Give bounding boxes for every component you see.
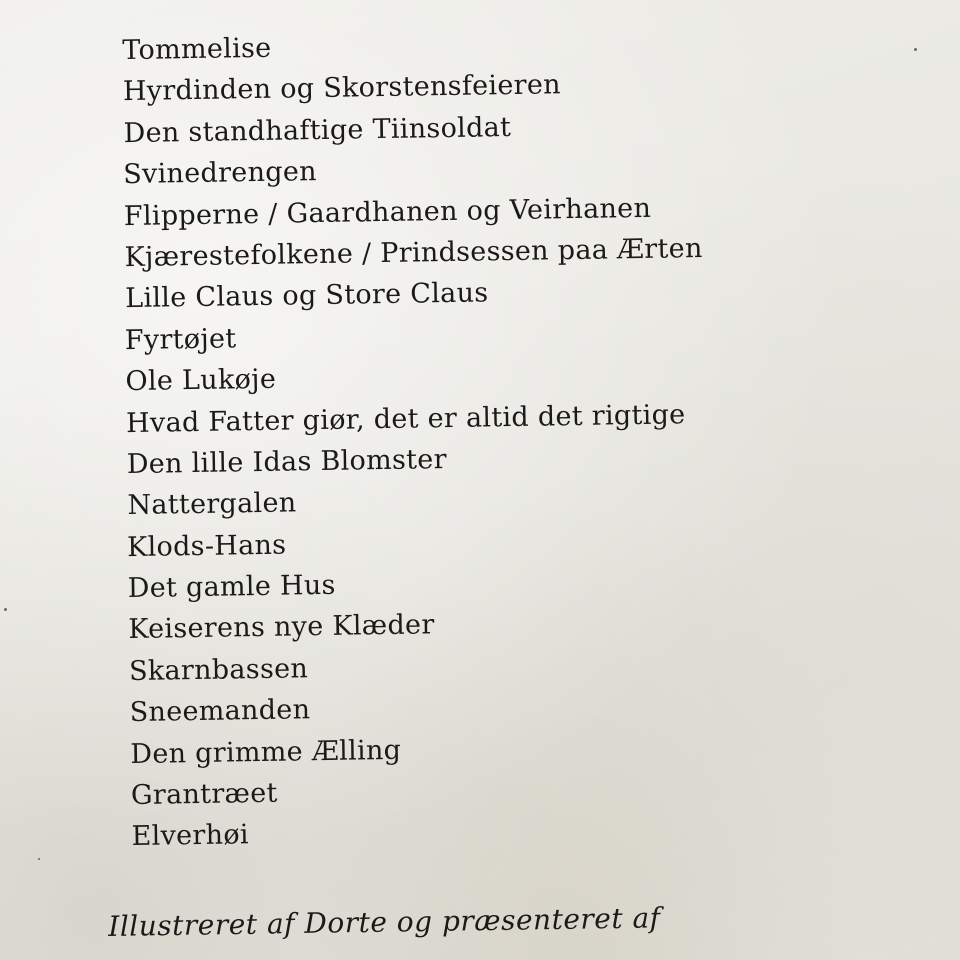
- story-title: Kjærestefolkene / Prindsessen paa Ærten: [124, 232, 703, 274]
- story-title: Flipperne / Gaardhanen og Veirhanen: [123, 192, 652, 232]
- story-title: Den grimme Ælling: [130, 734, 402, 770]
- paper-speck: [4, 608, 7, 611]
- story-title: Klods-Hans: [126, 529, 287, 563]
- story-title: Den lille Idas Blomster: [126, 443, 448, 480]
- story-title: Grantræet: [130, 777, 278, 812]
- illustration-credit: Illustreret af Dorte og præsenteret af: [108, 901, 661, 943]
- story-title: Tommelise: [122, 32, 272, 67]
- story-title: Ole Lukøje: [125, 363, 277, 398]
- story-title: Elverhøi: [131, 819, 250, 853]
- story-title: Skarnbassen: [128, 653, 309, 687]
- story-title: Nattergalen: [127, 487, 297, 522]
- story-title: Den standhaftige Tiinsoldat: [123, 111, 512, 149]
- story-title: Lille Claus og Store Claus: [124, 277, 489, 315]
- story-title: Keiserens nye Klæder: [128, 609, 435, 646]
- story-title: Hvad Fatter giør, det er altid det rigtige: [125, 398, 686, 439]
- story-title: Svinedrengen: [123, 156, 318, 191]
- story-title: Sneemanden: [129, 694, 311, 729]
- story-title: Fyrtøjet: [124, 323, 237, 356]
- story-title: Hyrdinden og Skorstensfeieren: [122, 69, 562, 108]
- story-title: Det gamle Hus: [127, 569, 336, 605]
- story-list: [0, 17, 960, 860]
